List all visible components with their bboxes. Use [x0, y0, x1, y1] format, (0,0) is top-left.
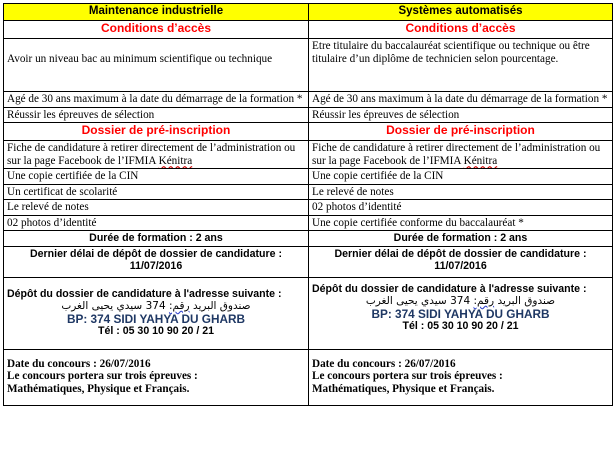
deposit-right	[309, 277, 613, 349]
fiche-text: Fiche de candidature à retirer directement de l’administration ou sur la page Facebook de l’IFMIA	[312, 142, 601, 167]
conditions-row-3	[4, 107, 613, 123]
concours-line1: Le concours portera sur trois épreuves :	[7, 370, 198, 382]
duration-right: Durée de formation : 2 ans	[309, 231, 613, 247]
dossier-title-row	[4, 123, 613, 141]
header-row	[4, 4, 613, 21]
deadline-left: Dernier délai de dépôt de dossier de candidature : 11/07/2016	[4, 246, 309, 277]
condition-left-1: Avoir un niveau bac au minimum scientifique ou technique	[4, 39, 309, 92]
deposit-tel: Tél : 05 30 10 90 20 / 21	[402, 320, 519, 332]
dossier-fiche-right	[309, 141, 613, 169]
deposit-bp: BP: 374 SIDI YAHYA DU GHARB	[371, 306, 550, 321]
conditions-title-row	[4, 21, 613, 39]
condition-left-2: Agé de 30 ans maximum à la date du démarrage de la formation *	[4, 92, 309, 108]
fiche-city: Kénitra	[158, 154, 193, 167]
dossier-row-2	[4, 184, 613, 200]
dossier-row-3	[4, 200, 613, 216]
concours-row	[4, 349, 613, 405]
deposit-tel: Tél : 05 30 10 90 20 / 21	[97, 325, 215, 337]
conditions-row-2	[4, 92, 613, 108]
deposit-heading: Dépôt du dossier de candidature à l'adresse suivante :	[7, 287, 282, 300]
dossier-row-1	[4, 169, 613, 185]
concours-date: Date du concours : 26/07/2016	[312, 357, 456, 370]
condition-left-3: Réussir les épreuves de sélection	[4, 107, 309, 123]
concours-line2: Mathématiques, Physique et Français.	[7, 382, 190, 395]
dossier-row-4	[4, 215, 613, 231]
dossier-fiche-left	[4, 141, 309, 169]
conditions-title-right: Conditions d’accès	[309, 21, 613, 39]
deadline-right: Dernier délai de dépôt de dossier de candidature : 11/07/2016	[309, 246, 613, 277]
deadline-row	[4, 246, 613, 277]
dossier-left-1: Une copie certifiée de la CIN	[4, 169, 309, 185]
concours-line1: Le concours portera sur trois épreuves :	[312, 370, 503, 382]
arabic-pre: صندوق البريد	[497, 295, 556, 307]
dossier-left-4: 02 photos d’identité	[4, 215, 309, 231]
deposit-arabic	[312, 295, 609, 308]
dossier-left-2: Un certificat de scolarité	[4, 184, 309, 200]
duration-row	[4, 231, 613, 247]
arabic-post: 374 سيدي يحيى الغرب	[61, 300, 166, 312]
concours-left	[4, 349, 309, 405]
arabic-word: رقم:	[168, 300, 190, 312]
dossier-title-right: Dossier de pré-inscription	[309, 123, 613, 141]
dossier-right-2: Le relevé de notes	[309, 184, 613, 200]
dossier-right-3: 02 photos d’identité	[309, 200, 613, 216]
deposit-heading: Dépôt du dossier de candidature à l'adresse suivante :	[312, 282, 587, 295]
dossier-right-4: Une copie certifiée conforme du baccalauréat *	[309, 215, 613, 231]
duration-left: Durée de formation : 2 ans	[4, 231, 309, 247]
header-left: Maintenance industrielle	[4, 4, 309, 21]
header-right: Systèmes automatisés	[309, 4, 613, 21]
dossier-fiche-row	[4, 141, 613, 169]
arabic-word: رقم:	[473, 295, 495, 307]
arabic-post: 374 سيدي يحيى الغرب	[365, 295, 471, 307]
fiche-text: Fiche de candidature à retirer directement de l’administration ou sur la page Facebook de l’IFMIA	[7, 142, 296, 167]
deposit-bp: BP: 374 SIDI YAHYA DU GHARB	[66, 311, 246, 326]
concours-date: Date du concours : 26/07/2016	[7, 357, 151, 370]
admission-table	[3, 3, 613, 406]
deposit-left	[4, 277, 309, 349]
arabic-pre: صندوق البريد	[192, 300, 251, 312]
condition-right-1: Etre titulaire du baccalauréat scientifique ou technique ou être titulaire d’un diplôme de technicien selon pourcentage.	[309, 39, 613, 92]
conditions-title-left: Conditions d’accès	[4, 21, 309, 39]
dossier-title-left: Dossier de pré-inscription	[4, 123, 309, 141]
concours-line2: Mathématiques, Physique et Français.	[312, 382, 495, 395]
deposit-arabic	[7, 300, 305, 313]
condition-right-2: Agé de 30 ans maximum à la date du démarrage de la formation *	[309, 92, 613, 108]
fiche-city: Kénitra	[463, 154, 498, 167]
dossier-left-3: Le relevé de notes	[4, 200, 309, 216]
concours-right	[309, 349, 613, 405]
dossier-right-1: Une copie certifiée de la CIN	[309, 169, 613, 185]
condition-right-3: Réussir les épreuves de sélection	[309, 107, 613, 123]
conditions-row-1	[4, 39, 613, 92]
deposit-row	[4, 277, 613, 349]
